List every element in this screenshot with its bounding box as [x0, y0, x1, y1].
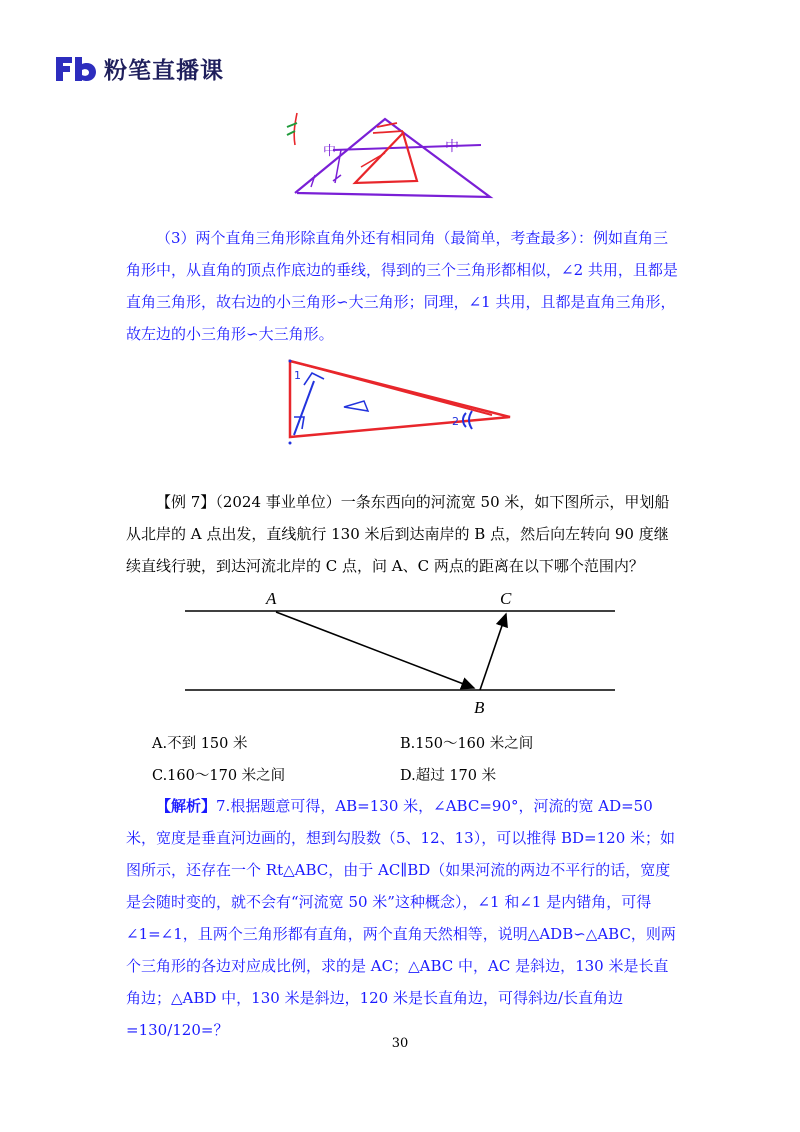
path-a-to-b: [276, 612, 474, 688]
brand-logo: [54, 50, 224, 86]
page-number: 30: [391, 1036, 409, 1051]
analysis-tag: 【解析】: [156, 797, 217, 815]
logo-text: 粉笔直播课: [104, 57, 224, 84]
label-b: B: [474, 698, 485, 717]
option-a: A.不到 150 米: [152, 736, 248, 752]
option-b: B.150～160 米之间: [400, 736, 534, 752]
label-a: A: [266, 589, 277, 608]
sketch-triangle-midline: [285, 105, 500, 200]
river-diagram: [180, 580, 620, 720]
example-question: [126, 486, 682, 582]
sketch-label-mid-left: 中: [323, 144, 337, 159]
sketch-angle-2: 2: [452, 415, 459, 428]
label-c: C: [500, 589, 512, 608]
analysis-paragraph: [126, 790, 682, 1046]
sketch-label-mid-right: 中: [445, 139, 459, 155]
analysis-text: 7.根据题意可得，AB=130 米，∠ABC=90°，河流的宽 AD=50 米，宽度是垂直河边画的，想到勾股数（5、12、13），可以推得 BD=120 米；如图所示，还存在一个 Rt△ABC，由于 AC∥BD（如果河流的两边不平行的话，宽度是会随时变的，就不会有“河流宽 50 米”这种概念），∠1 和∠1 是内错角，可得∠1=∠1，且两个三角形都有直角，两个直角天然相等，说明△ADB∽△ABC，则两个三角形的各边对应成比例，求的是 AC；△ABC 中，AC 是斜边，130 米是长直角边；△ABD 中，130 米是斜边，120 米是长直角边，可得斜边/长直角边=130/120=？: [126, 797, 676, 1039]
sketch-angle-1: 1: [294, 369, 301, 382]
fb-logo-icon: [54, 53, 98, 83]
sketch-right-triangle-altitude: [280, 355, 515, 450]
paragraph-similar-triangles: （3）两个直角三角形除直角外还有相同角（最简单，考查最多）：例如直角三角形中，从直角的顶点作底边的垂线，得到的三个三角形都相似，∠2 共用，且都是直角三角形，故右边的小三角形∽大三角形；同理，∠1 共用，且都是直角三角形，故左边的小三角形∽大三角形。: [126, 229, 678, 343]
example-tag: 【例 7】: [156, 493, 216, 511]
example-text: （2024 事业单位）一条东西向的河流宽 50 米，如下图所示，甲划船从北岸的 A 点出发，直线航行 130 米后到达南岸的 B 点，然后向左转向 90 度继续直线行驶，到达河流北岸的 C 点，问 A、C 两点的距离在以下哪个范围内？: [126, 493, 670, 575]
option-c: C.160～170 米之间: [152, 768, 286, 784]
option-d: D.超过 170 米: [400, 768, 497, 784]
path-b-to-c: [480, 614, 506, 690]
